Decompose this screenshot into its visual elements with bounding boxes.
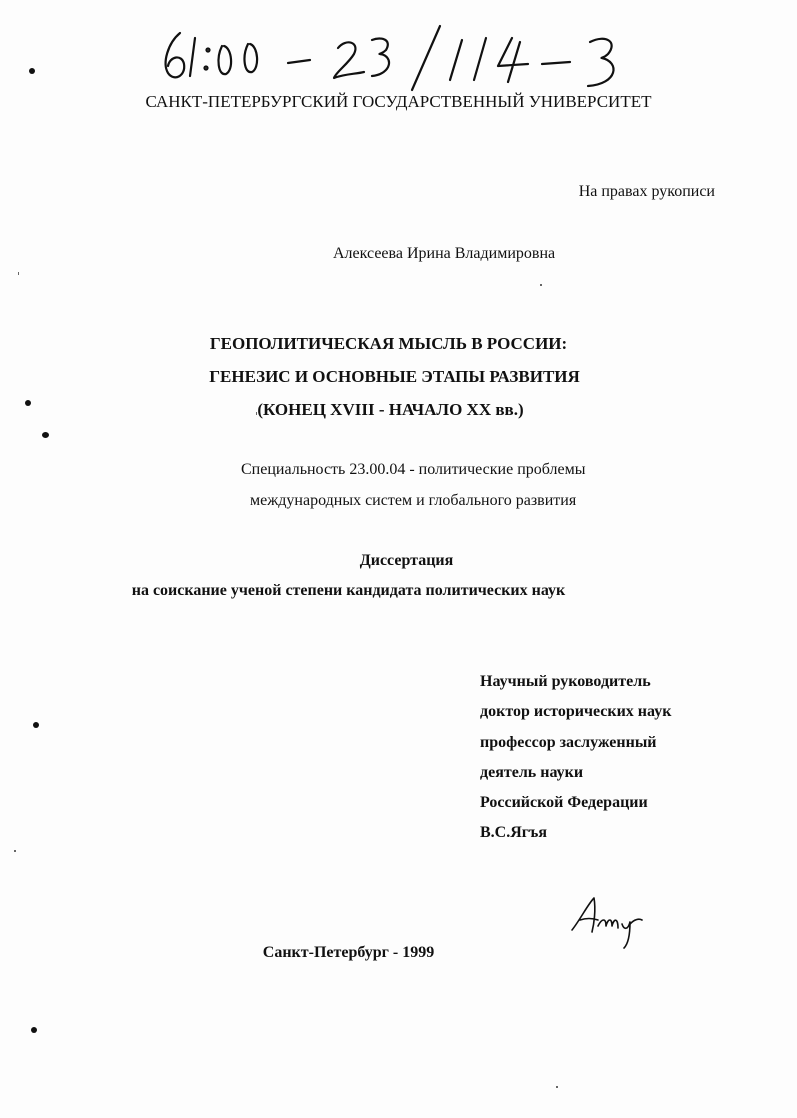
supervisor-signature <box>568 890 648 950</box>
scan-speck <box>540 284 542 286</box>
supervisor-line-1: Научный руководитель <box>480 673 651 690</box>
university-name: САНКТ-ПЕТЕРБУРГСКИЙ ГОСУДАРСТВЕННЫЙ УНИВЕРСИТЕТ <box>145 92 652 111</box>
scan-speck <box>556 1086 558 1088</box>
dissertation-label: Диссертация <box>359 552 454 569</box>
scan-hole-mark <box>29 68 35 74</box>
manuscript-note: На правах рукописи <box>578 183 715 200</box>
city-year: Санкт-Петербург - 1999 <box>262 944 435 961</box>
supervisor-line-6: В.С.Ягъя <box>480 824 548 841</box>
specialty-line-1: Специальность 23.00.04 - политические проблемы <box>241 461 586 478</box>
scan-speck <box>18 272 19 275</box>
scan-hole-mark <box>31 1027 37 1033</box>
title-line-2: ГЕНЕЗИС И ОСНОВНЫЕ ЭТАПЫ РАЗВИТИЯ <box>209 367 580 386</box>
supervisor-line-5: Российской Федерации <box>480 794 648 811</box>
specialty-line-2: международных систем и глобального развития <box>250 492 577 509</box>
scan-speck <box>14 850 16 852</box>
supervisor-line-2: доктор исторических наук <box>480 703 672 720</box>
author-name: Алексеева Ирина Владимировна <box>333 245 556 262</box>
title-line-3: (КОНЕЦ XVIII - НАЧАЛО XX вв.) <box>257 400 524 419</box>
title-line-1: ГЕОПОЛИТИЧЕСКАЯ МЫСЛЬ В РОССИИ: <box>209 334 568 353</box>
supervisor-line-4: деятель науки <box>480 764 584 781</box>
handwritten-catalog-number <box>150 8 650 98</box>
signature-drawing <box>568 890 648 950</box>
handwritten-catalog-number-drawing <box>150 8 650 98</box>
scan-hole-mark <box>33 722 39 728</box>
supervisor-line-3: профессор заслуженный <box>480 734 657 751</box>
scan-speck <box>256 412 257 415</box>
scan-hole-mark <box>42 432 49 438</box>
degree-line: на соискание ученой степени кандидата политических наук <box>131 582 566 599</box>
scan-hole-mark <box>25 400 31 406</box>
